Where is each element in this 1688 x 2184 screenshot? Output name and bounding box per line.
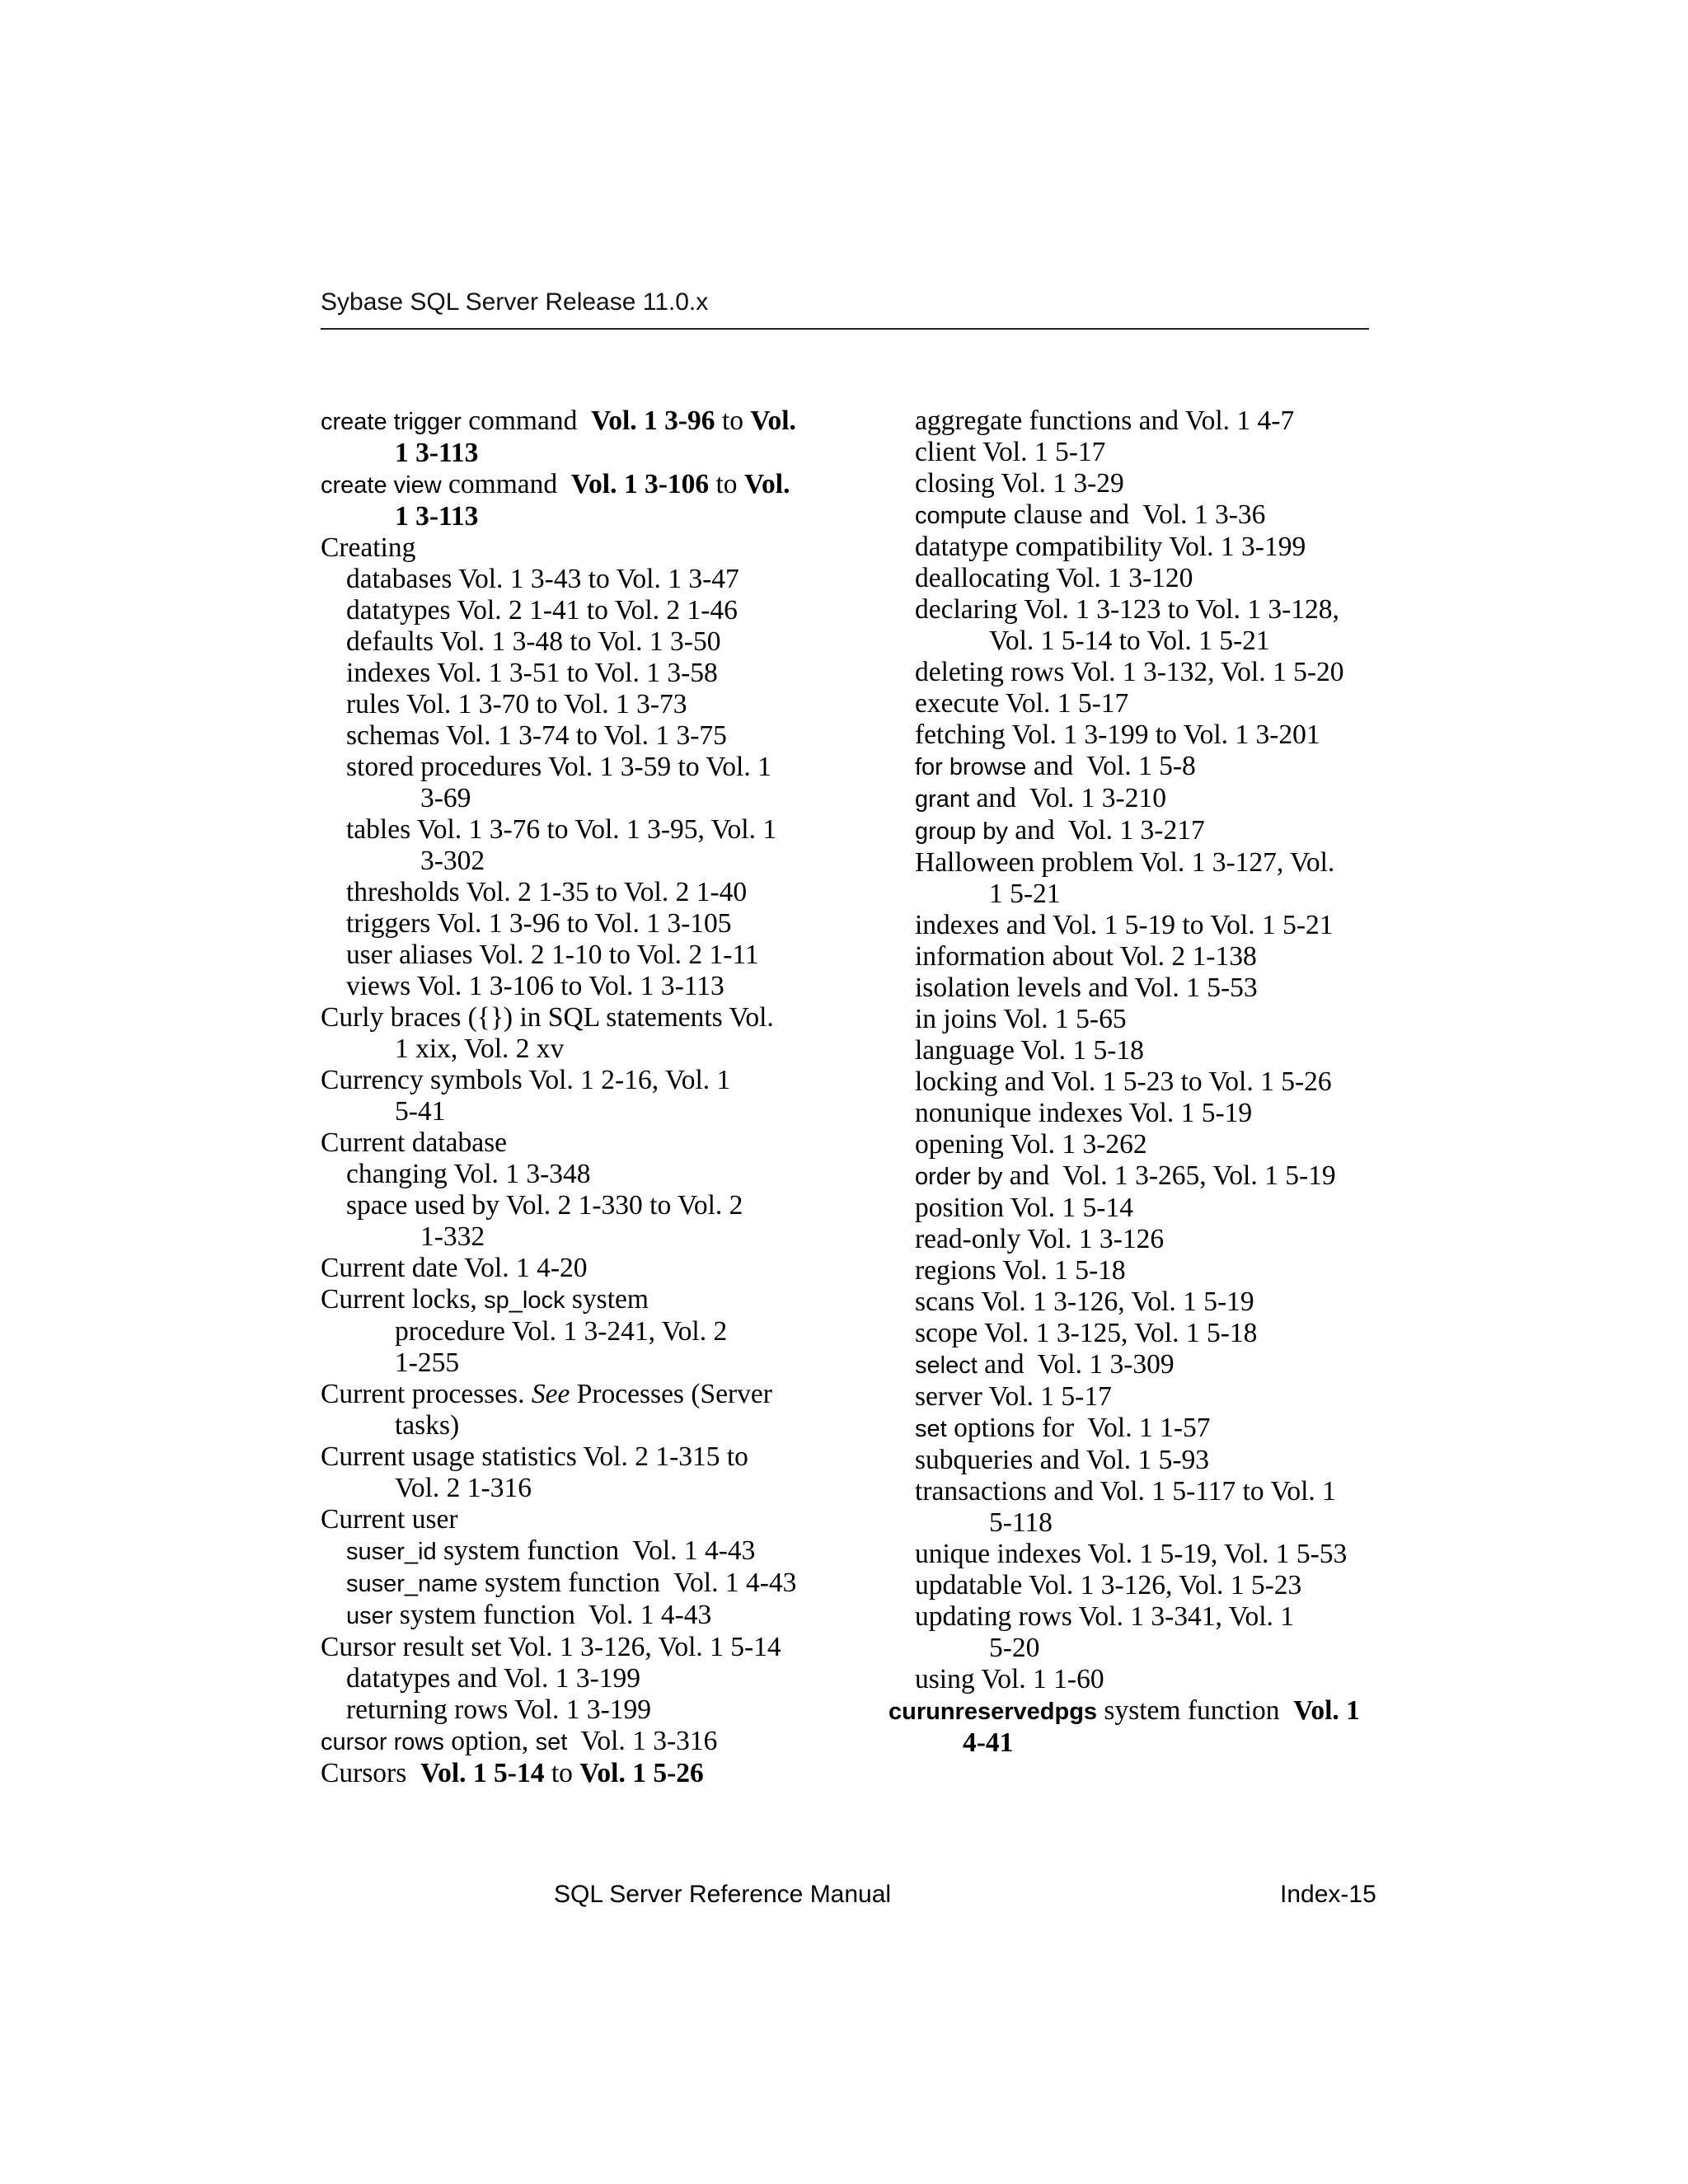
index-subentry-unique-indexes: unique indexes Vol. 1 5-19, Vol. 1 5-53	[915, 1539, 1348, 1569]
index-entry-currency-symbols: Currency symbols Vol. 1 2-16, Vol. 1 5-41	[321, 1065, 731, 1127]
index-subentry-triggers: triggers Vol. 1 3-96 to Vol. 1 3-105	[346, 908, 732, 939]
index-subentry-scans: scans Vol. 1 3-126, Vol. 1 5-19	[915, 1286, 1254, 1317]
index-subentry-space-used-by: space used by Vol. 2 1-330 to Vol. 2 1-332	[346, 1190, 743, 1252]
index-entry-cursors: Cursors Vol. 1 5-14 to Vol. 1 5-26	[321, 1758, 704, 1788]
index-subentry-datatype-compat: datatype compatibility Vol. 1 3-199	[915, 532, 1306, 562]
index-subentry-opening: opening Vol. 1 3-262	[915, 1129, 1147, 1160]
index-subentry-datatypes: datatypes Vol. 2 1-41 to Vol. 2 1-46	[346, 595, 738, 626]
index-subentry-transactions: transactions and Vol. 1 5-117 to Vol. 1 5-118	[915, 1476, 1336, 1538]
index-subentry-deleting-rows: deleting rows Vol. 1 3-132, Vol. 1 5-20	[915, 657, 1344, 687]
index-subentry-thresholds: thresholds Vol. 2 1-35 to Vol. 2 1-40	[346, 877, 748, 907]
index-subentry-user-aliases: user aliases Vol. 2 1-10 to Vol. 2 1-11	[346, 940, 759, 970]
index-subentry-databases: databases Vol. 1 3-43 to Vol. 1 3-47	[346, 564, 739, 594]
index-subentry-scope: scope Vol. 1 3-125, Vol. 1 5-18	[915, 1318, 1258, 1348]
index-subentry-position: position Vol. 1 5-14	[915, 1193, 1133, 1223]
index-subentry-stored-procedures: stored procedures Vol. 1 3-59 to Vol. 1 3-69	[346, 752, 771, 813]
header-rule	[321, 328, 1369, 330]
index-subentry-halloween: Halloween problem Vol. 1 3-127, Vol. 1 5-21	[915, 847, 1335, 909]
index-subentry-indexes: indexes Vol. 1 3-51 to Vol. 1 3-58	[346, 658, 718, 688]
index-entry-create-view: create view command Vol. 1 3-106 to Vol. 1 3-113	[321, 469, 790, 532]
index-entry-curunreservedpgs: curunreservedpgs system function Vol. 1 4-41	[889, 1695, 1360, 1758]
index-subentry-client: client Vol. 1 5-17	[915, 437, 1106, 467]
index-subentry-defaults: defaults Vol. 1 3-48 to Vol. 1 3-50	[346, 626, 721, 657]
index-entry-creating: Creating	[321, 532, 416, 563]
index-subentry-compute: compute clause and Vol. 1 3-36	[915, 499, 1266, 530]
index-subentry-set-options: set options for Vol. 1 1-57	[915, 1413, 1211, 1443]
index-subentry-rules: rules Vol. 1 3-70 to Vol. 1 3-73	[346, 689, 687, 719]
index-subentry-declaring: declaring Vol. 1 3-123 to Vol. 1 3-128, Vol. 1 5-14 to Vol. 1 5-21	[915, 594, 1339, 656]
index-subentry-deallocating: deallocating Vol. 1 3-120	[915, 563, 1193, 593]
index-subentry-views: views Vol. 1 3-106 to Vol. 1 3-113	[346, 971, 724, 1001]
index-column-left	[321, 405, 815, 1789]
footer-page-number: Index-15	[1280, 1881, 1376, 1908]
index-subentry-execute: execute Vol. 1 5-17	[915, 688, 1129, 719]
index-entry-current-processes: Current processes. See Processes (Server tasks)	[321, 1379, 772, 1441]
index-subentry-updatable: updatable Vol. 1 3-126, Vol. 1 5-23	[915, 1570, 1302, 1601]
index-subentry-suser-name: suser_name system function Vol. 1 4-43	[346, 1568, 797, 1598]
index-subentry-select: select and Vol. 1 3-309	[915, 1349, 1175, 1380]
index-subentry-closing: closing Vol. 1 3-29	[915, 468, 1124, 499]
index-entry-cursor-result-set: Cursor result set Vol. 1 3-126, Vol. 1 5-14	[321, 1632, 781, 1662]
index-subentry-read-only: read-only Vol. 1 3-126	[915, 1224, 1165, 1254]
index-subentry-fetching: fetching Vol. 1 3-199 to Vol. 1 3-201	[915, 719, 1320, 750]
index-subentry-suser-id: suser_id system function Vol. 1 4-43	[346, 1535, 756, 1566]
index-subentry-tables: tables Vol. 1 3-76 to Vol. 1 3-95, Vol. 1 3-302	[346, 814, 777, 876]
index-subentry-in-joins: in joins Vol. 1 5-65	[915, 1004, 1127, 1034]
index-subentry-updating-rows: updating rows Vol. 1 3-341, Vol. 1 5-20	[915, 1601, 1295, 1663]
index-subentry-server: server Vol. 1 5-17	[915, 1381, 1112, 1412]
index-entry-current-user: Current user	[321, 1504, 458, 1535]
index-entry-curly-braces: Curly braces ({}) in SQL statements Vol. 1 xix, Vol. 2 xv	[321, 1002, 774, 1064]
index-subentry-grant: grant and Vol. 1 3-210	[915, 783, 1166, 813]
index-entry-cursor-rows: cursor rows option, set Vol. 1 3-316	[321, 1726, 718, 1756]
index-subentry-aggregate: aggregate functions and Vol. 1 4-7	[915, 405, 1295, 436]
running-header: Sybase SQL Server Release 11.0.x	[321, 288, 709, 316]
index-subentry-isolation: isolation levels and Vol. 1 5-53	[915, 972, 1258, 1003]
index-entry-current-locks: Current locks, sp_lock system procedure Vol. 1 3-241, Vol. 2 1-255	[321, 1284, 728, 1378]
index-subentry-returning-rows: returning rows Vol. 1 3-199	[346, 1694, 652, 1725]
index-subentry-user: user system function Vol. 1 4-43	[346, 1600, 712, 1630]
index-subentry-information: information about Vol. 2 1-138	[915, 941, 1257, 972]
index-subentry-using: using Vol. 1 1-60	[915, 1664, 1104, 1694]
index-column-right	[889, 405, 1383, 1759]
index-subentry-subqueries: subqueries and Vol. 1 5-93	[915, 1445, 1210, 1475]
index-subentry-nonunique: nonunique indexes Vol. 1 5-19	[915, 1098, 1253, 1128]
index-subentry-changing: changing Vol. 1 3-348	[346, 1159, 591, 1189]
index-subentry-schemas: schemas Vol. 1 3-74 to Vol. 1 3-75	[346, 720, 727, 751]
index-subentry-datatypes-and: datatypes and Vol. 1 3-199	[346, 1663, 640, 1694]
index-subentry-regions: regions Vol. 1 5-18	[915, 1255, 1126, 1286]
footer-manual-title: SQL Server Reference Manual	[554, 1881, 892, 1908]
index-subentry-order-by: order by and Vol. 1 3-265, Vol. 1 5-19	[915, 1160, 1336, 1191]
index-entry-current-database: Current database	[321, 1127, 508, 1158]
index-subentry-indexes-and: indexes and Vol. 1 5-19 to Vol. 1 5-21	[915, 910, 1334, 940]
index-entry-create-trigger: create trigger command Vol. 1 3-96 to Vol. 1 3-113	[321, 405, 796, 468]
index-subentry-for-browse: for browse and Vol. 1 5-8	[915, 751, 1196, 781]
index-subentry-group-by: group by and Vol. 1 3-217	[915, 815, 1205, 846]
index-entry-current-usage: Current usage statistics Vol. 2 1-315 to Vol. 2 1-316	[321, 1441, 748, 1503]
index-subentry-locking: locking and Vol. 1 5-23 to Vol. 1 5-26	[915, 1066, 1332, 1097]
index-entry-current-date: Current date Vol. 1 4-20	[321, 1253, 588, 1283]
index-subentry-language: language Vol. 1 5-18	[915, 1035, 1144, 1066]
